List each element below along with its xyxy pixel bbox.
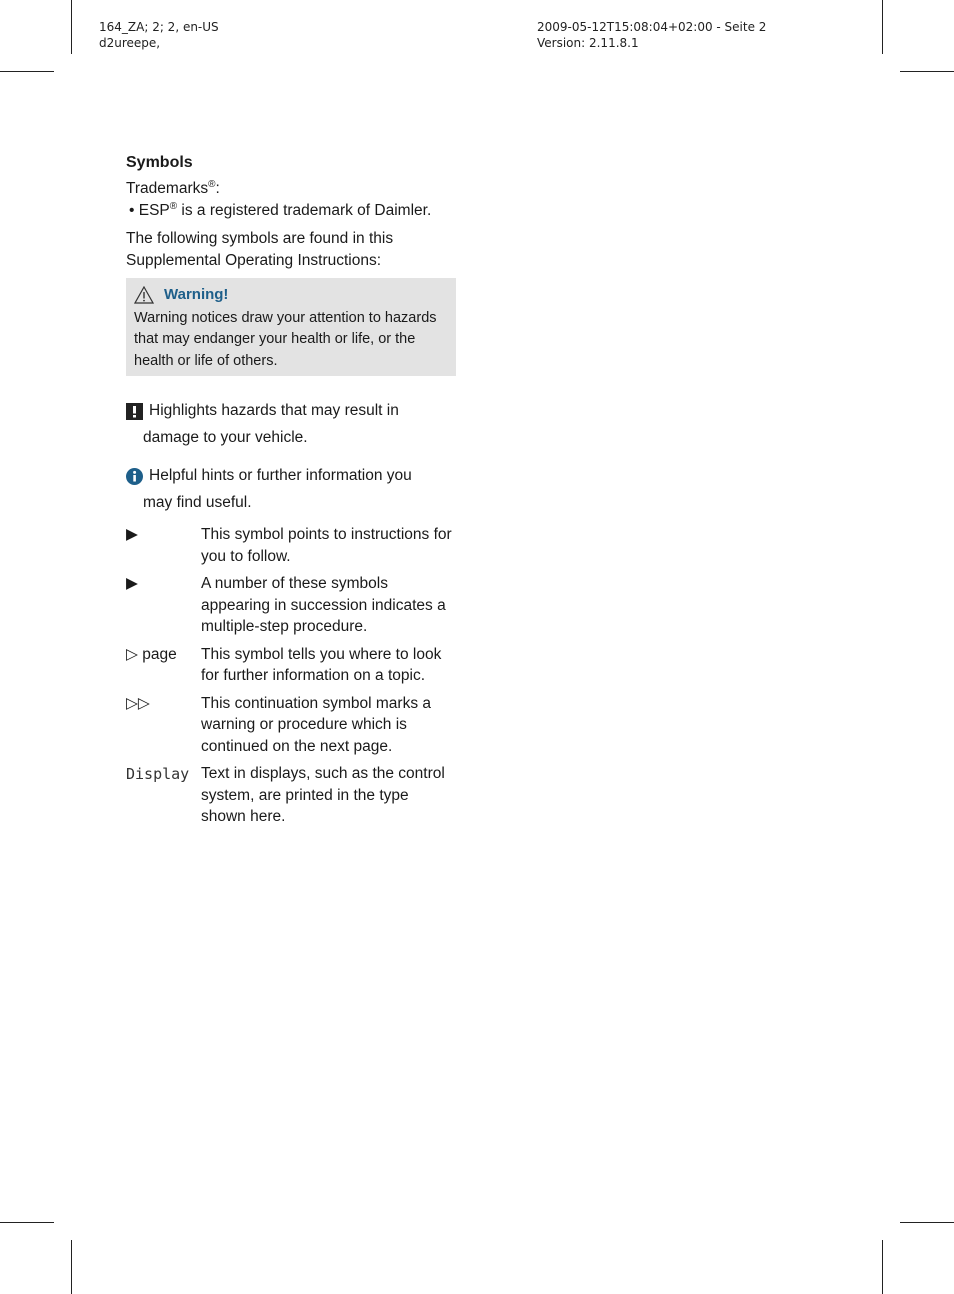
crop-mark-top-right-v xyxy=(882,0,883,54)
warning-title-row xyxy=(134,284,448,306)
hazard-note-line1: Highlights hazards that may result in xyxy=(149,402,399,419)
symbol-list xyxy=(126,524,456,828)
symbol-description: This continuation symbol marks a warning or procedure which is continued on the next page. xyxy=(201,694,432,755)
crop-mark-top-left-h xyxy=(0,71,54,72)
symbol-row-display xyxy=(126,763,456,828)
symbol-description: This symbol points to instructions for you to follow. xyxy=(201,526,452,565)
warning-triangle-icon xyxy=(134,286,154,304)
section-heading: Symbols xyxy=(126,154,193,171)
header-left-line2: d2ureepe, xyxy=(99,36,161,50)
continuation-icon: ▷▷ xyxy=(126,694,150,712)
hazard-note-line2: damage to your vehicle. xyxy=(143,429,308,446)
warning-box xyxy=(126,278,456,376)
crop-mark-top-right-h xyxy=(900,71,954,72)
info-note-line2: may find useful. xyxy=(143,494,252,511)
crop-mark-bottom-left-v xyxy=(71,1240,72,1294)
warning-body: Warning notices draw your attention to hazards that may endanger your health or life, or the health or life of others. xyxy=(134,309,437,369)
header-right-line2: Version: 2.11.8.1 xyxy=(537,36,639,50)
display-type-sample: Display xyxy=(126,765,190,783)
crop-mark-top-left-v xyxy=(71,0,72,54)
crop-mark-bottom-right-v xyxy=(882,1240,883,1294)
crop-mark-bottom-left-h xyxy=(0,1222,54,1223)
play-arrow-icon: ▶ xyxy=(126,526,138,543)
play-arrow-icon: ▶ xyxy=(126,575,138,592)
crop-mark-bottom-right-h xyxy=(900,1222,954,1223)
header-right-line1: 2009-05-12T15:08:04+02:00 - Seite 2 xyxy=(537,20,767,34)
exclamation-icon xyxy=(126,403,143,427)
header-meta-left xyxy=(99,19,219,51)
esp-text: is a registered trademark of Daimler. xyxy=(177,202,432,219)
info-note xyxy=(126,465,456,514)
trademarks-line xyxy=(126,178,456,200)
registered-mark: ® xyxy=(208,178,216,190)
page-reference-icon: ▷ page xyxy=(126,645,177,663)
esp-registered-mark: ® xyxy=(169,200,178,212)
symbol-description: A number of these symbols appearing in succession indicates a multiple-step procedure. xyxy=(201,575,446,635)
hazard-note xyxy=(126,400,456,449)
symbol-description: This symbol tells you where to look for further information on a topic. xyxy=(201,645,442,684)
symbol-row-continuation xyxy=(126,693,456,758)
symbol-description: Text in displays, such as the control system, are printed in the type shown here. xyxy=(201,765,445,825)
page-content xyxy=(126,152,456,828)
trademarks-colon: : xyxy=(215,180,220,197)
intro-text: The following symbols are found in this Supplemental Operating Instructions: xyxy=(126,230,394,269)
warning-title: Warning! xyxy=(164,286,229,303)
info-note-line1: Helpful hints or further information you xyxy=(149,467,412,484)
symbol-row-multistep xyxy=(126,573,456,638)
info-icon xyxy=(126,468,143,492)
trademarks-label: Trademarks xyxy=(126,180,209,197)
esp-trademark-line xyxy=(126,200,456,222)
esp-bullet: • ESP xyxy=(129,202,170,219)
header-meta-right xyxy=(537,19,766,51)
symbol-row-page-reference xyxy=(126,644,456,687)
header-left-line1: 164_ZA; 2; 2, en-US xyxy=(99,20,219,34)
symbol-row-instruction xyxy=(126,524,456,567)
